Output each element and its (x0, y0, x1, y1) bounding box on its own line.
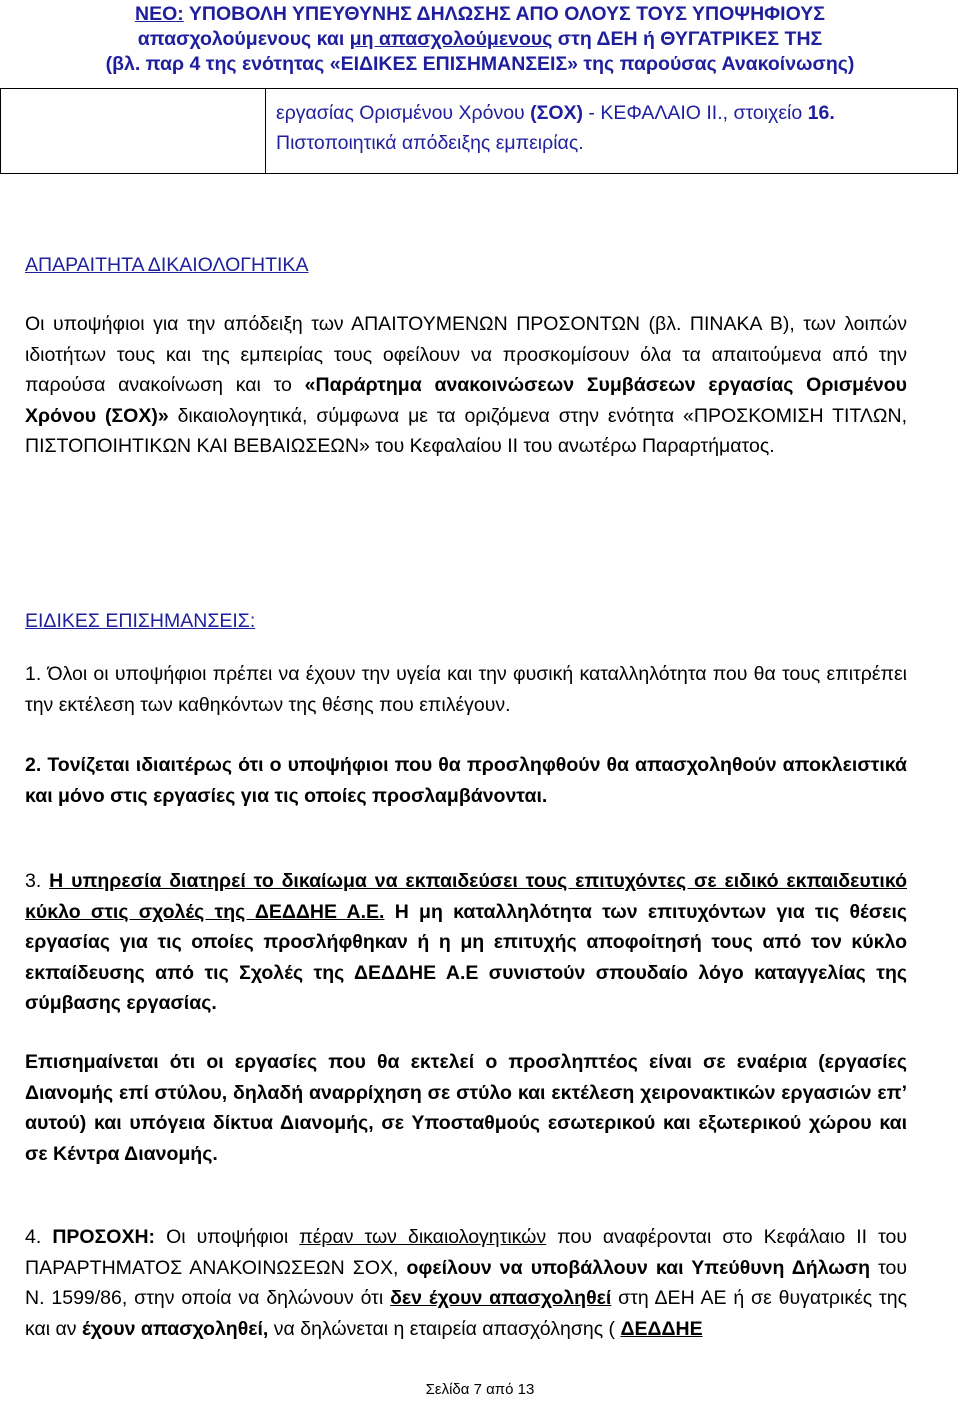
note-1-number: 1. (25, 663, 42, 685)
note-3-underlined-text: Η υπηρεσία διατηρεί το δικαίωμα να εκπαιδεύσει τους επιτυχόντες σε ειδικό εκπαιδευτικό κύκλο στις σχολές της ΔΕΔΔΗΕ Α.Ε. (25, 870, 907, 923)
cell-text-2: (ΣΟΧ) (530, 102, 583, 124)
header-line-2-a: απασχολούμενους και (137, 28, 350, 50)
note-4-text-h: έχουν απασχοληθεί, (81, 1317, 269, 1340)
document-header (0, 2, 960, 77)
note-4-text-d: οφείλουν να υποβάλλουν και Υπεύθυνη Δήλωση (406, 1256, 870, 1279)
note-item-3 (25, 866, 907, 1019)
cell-text-3: - ΚΕΦΑΛΑΙΟ ΙΙ., στοιχείο (583, 102, 808, 124)
table-fragment (0, 88, 958, 174)
note-4-text-i: να δηλώνεται η εταιρεία απασχόλησης ( (268, 1317, 621, 1340)
header-line-2 (0, 27, 960, 52)
paragraph-text-1: Οι υποψήφιοι για την απόδειξη των ΑΠΑΙΤΟΥΜΕΝΩΝ ΠΡΟΣΟΝΤΩΝ (βλ. ΠΙΝΑΚΑ Β), των λοιπών ιδιοτήτων τους και της εμπειρίας τους οφείλουν να προσκομίσουν όλα τα απαιτούμενα από την παρούσα ανακοίνωση και το (25, 313, 907, 396)
note-4-text-b: πέραν των δικαιολογητικών (299, 1226, 547, 1248)
note-3-text: Η μη καταλληλότητα των επιτυχόντων για τις θέσεις εργασίας για τις οποίες προσλήφθηκαν ή η μη επιτυχής αποφοίτησή τους από τον κύκλο εκπαίδευσης από τις Σχολές της ΔΕΔΔΗΕ Α.Ε συνιστούν σπουδαίο λόγο καταγγελίας της σύμβασης εργασίας. (25, 900, 908, 1014)
note-3-number: 3. (25, 870, 42, 892)
section-heading-special-notes: ΕΙΔΙΚΕΣ ΕΠΙΣΗΜΑΝΣΕΙΣ: (25, 610, 256, 632)
header-line-2-b: μη απασχολούμενους (349, 28, 553, 50)
note-2-number: 2. (25, 754, 42, 776)
header-line-2-c: στη ΔΕΗ ή ΘΥΓΑΤΡΙΚΕΣ ΤΗΣ (552, 28, 823, 50)
header-line-1 (0, 2, 960, 27)
note-4-number: 4. (25, 1226, 42, 1248)
note-item-4 (25, 1222, 907, 1344)
note-item-3-paragraph-2: Επισημαίνεται ότι οι εργασίες που θα εκτελεί ο προσληπτέος είναι σε εναέρια (εργασίες Διανομής επί στύλου, δηλαδή αναρρίχηση σε στύλο και εκτέλεση χειρονακτικών εργασιών επ’ αυτού) και υπόγεια δίκτυα Διανομής, σε Υποσταθμούς εσωτερικού και εξωτερικού χώρου και σε Κέντρα Διανομής. (25, 1051, 907, 1165)
cell-text-4: 16. (807, 102, 835, 124)
note-4-label: ΠΡΟΣΟΧΗ: (52, 1226, 156, 1248)
paragraph-required-documents (25, 309, 907, 462)
paragraph-text-3: του Κεφαλαίου ΙΙ του ανωτέρω Παραρτήματος. (375, 435, 775, 457)
note-4-text-j: ΔΕΔΔΗΕ (620, 1317, 703, 1340)
page-number: Σελίδα 7 από 13 (425, 1381, 535, 1398)
note-4-text-e: του Ν. 1599/86, στην οποία να δηλώνουν ότι (25, 1256, 908, 1309)
note-item-1 (25, 659, 907, 720)
cell-text-1: εργασίας Ορισμένου Χρόνου (276, 102, 531, 124)
annex-title: «Παράρτημα ανακοινώσεων Συμβάσεων εργασίας Ορισμένου Χρόνου (ΣΟΧ)» (25, 374, 908, 427)
section-heading-required-documents: ΑΠΑΡΑΙΤΗΤΑ ΔΙΚΑΙΟΛΟΓΗΤΙΚΑ (25, 254, 309, 276)
note-4-text-c: που αναφέρονται στο Κεφάλαιο ΙΙ του ΠΑΡΑΡΤΗΜΑΤΟΣ ΑΝΑΚΟΙΝΩΣΕΩΝ ΣΟΧ, (25, 1226, 908, 1279)
table-cell (276, 98, 952, 158)
note-2-text: Τονίζεται ιδιαιτέρως ότι ο υποψήφιοι που θα προσληφθούν θα απασχοληθούν αποκλειστικά και μόνο στις εργασίες για τις οποίες προσλαμβάνονται. (25, 754, 907, 807)
cell-text-5: Πιστοποιητικά απόδειξης εμπειρίας. (276, 132, 584, 154)
note-item-2 (25, 750, 907, 811)
note-4-text-f: δεν έχουν απασχοληθεί (390, 1287, 612, 1309)
note-4-text-g: στη ΔΕΗ ΑΕ ή σε θυγατρικές της και αν (25, 1287, 907, 1340)
header-new-label: ΝΕΟ: (135, 3, 184, 25)
header-line-3: (βλ. παρ 4 της ενότητας «ΕΙΔΙΚΕΣ ΕΠΙΣΗΜΑΝΣΕΙΣ» της παρούσας Ανακοίνωσης) (105, 53, 855, 75)
paragraph-text-2: δικαιολογητικά, σύμφωνα με τα οριζόμενα στην ενότητα «ΠΡΟΣΚΟΜΙΣΗ ΤΙΤΛΩΝ, ΠΙΣΤΟΠΟΙΗΤΙΚΩΝ ΚΑΙ ΒΕΒΑΙΩΣΕΩΝ» (25, 404, 908, 457)
note-1-text: Όλοι οι υποψήφιοι πρέπει να έχουν την υγεία και την φυσική καταλληλότητα που θα τους επιτρέπει την εκτέλεση των καθηκόντων της θέσης που επιλέγουν. (25, 663, 907, 716)
note-4-text-a: Οι υποψήφιοι (155, 1226, 300, 1248)
header-line-1-text: ΥΠΟΒΟΛΗ ΥΠΕΥΘΥΝΗΣ ΔΗΛΩΣΗΣ ΑΠΟ ΟΛΟΥΣ ΤΟΥΣ ΥΠΟΨΗΦΙΟΥΣ (183, 3, 825, 25)
table-column-divider (265, 89, 266, 173)
